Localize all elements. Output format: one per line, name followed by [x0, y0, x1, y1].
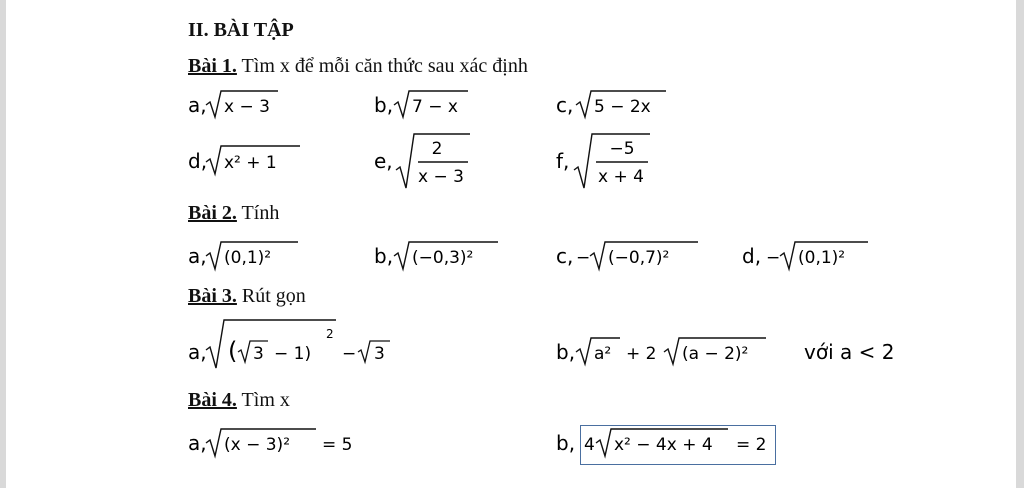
exercise-3-text: Rút gọn: [241, 285, 306, 307]
item-label: f,: [556, 149, 570, 173]
radicand: x² + 1: [224, 153, 277, 173]
exercise-2-title: [188, 201, 279, 225]
item-label: b,: [556, 340, 576, 364]
item-label: c,: [556, 244, 574, 268]
condition: với a < 2: [804, 340, 895, 364]
exercise-3-row: [188, 316, 908, 374]
item-label: a,: [188, 431, 207, 455]
coefficient: 4: [584, 435, 595, 455]
exercise-4-title: [188, 388, 290, 412]
radicand: x − 3: [224, 97, 270, 117]
radicand: (−0,3)²: [412, 248, 474, 268]
inner-radicand: 3: [253, 344, 264, 364]
radicand: (0,1)²: [224, 248, 272, 268]
item-label: a,: [188, 244, 207, 268]
exercise-4-row: [188, 424, 808, 464]
exercise-1-row-2: [188, 130, 708, 192]
radicand: (−0,7)²: [608, 248, 670, 268]
rhs: = 5: [322, 435, 353, 455]
radicand-2: (a − 2)²: [682, 344, 749, 364]
prefix: −: [766, 248, 781, 268]
section-heading: II. BÀI TẬP: [188, 19, 294, 41]
minus: −: [342, 344, 357, 364]
sqrt-sign-outer: [206, 320, 336, 368]
item-label: d,: [742, 244, 762, 268]
exercise-2-row: [188, 238, 888, 274]
radicand: 5 − 2x: [594, 97, 651, 117]
exercise-1-title: [188, 54, 528, 78]
item-label: b,: [556, 431, 576, 455]
rhs: = 2: [736, 435, 767, 455]
item-label: e,: [374, 149, 393, 173]
numerator: −5: [609, 139, 635, 159]
numerator: 2: [431, 139, 443, 159]
exercise-3-label: Bài 3.: [188, 285, 237, 307]
item-label: c,: [556, 93, 574, 117]
denominator: x + 4: [598, 167, 644, 187]
inner-tail: − 1): [274, 344, 312, 364]
exercise-4-text: Tìm x: [241, 389, 290, 411]
radicand-1: a²: [594, 344, 612, 364]
exercise-1-label: Bài 1.: [188, 55, 237, 77]
last-radicand: 3: [374, 344, 385, 364]
exercise-1-row-1: [188, 88, 708, 122]
exercise-2-text: Tính: [241, 202, 280, 224]
item-label: b,: [374, 244, 394, 268]
item-label: a,: [188, 93, 207, 117]
exercise-3-title: [188, 284, 306, 308]
radicand: x² − 4x + 4: [614, 435, 713, 455]
exponent: 2: [326, 327, 334, 341]
prefix: −: [576, 248, 591, 268]
document-page: [6, 0, 1016, 488]
radicand: (x − 3)²: [224, 435, 291, 455]
exercise-4-label: Bài 4.: [188, 389, 237, 411]
exercise-1-text: Tìm x để mỗi căn thức sau xác định: [241, 55, 528, 77]
item-label: b,: [374, 93, 394, 117]
item-label: a,: [188, 340, 207, 364]
denominator: x − 3: [418, 167, 464, 187]
open-paren: (: [228, 337, 238, 365]
exercise-2-label: Bài 2.: [188, 202, 237, 224]
radicand: 7 − x: [412, 97, 458, 117]
item-label: d,: [188, 149, 208, 173]
radicand: (0,1)²: [798, 248, 846, 268]
plus-term: + 2: [626, 344, 657, 364]
